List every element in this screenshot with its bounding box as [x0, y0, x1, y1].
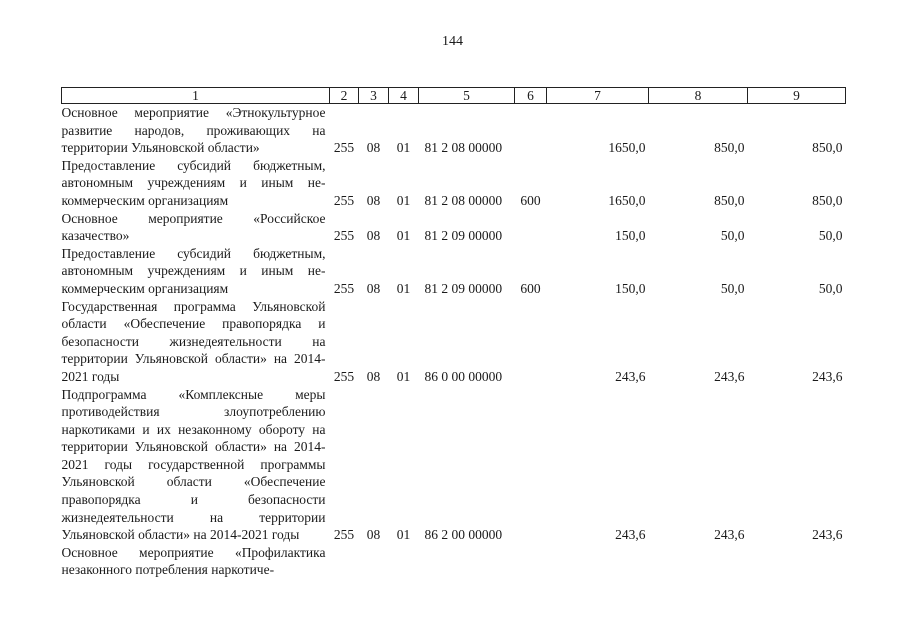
cell-section — [359, 544, 389, 579]
cell-amount-7: 1650,0 — [608, 140, 646, 156]
cell-subsection: 01 — [396, 368, 411, 384]
cell-target-article — [419, 544, 515, 579]
column-header-8: 8 — [649, 88, 748, 104]
row-description: Государственная программа Ульяновской области «Обеспечение правопорядка и безопасности жизнедеятельности на территории Ульяновской области» на 2014-2021 годы — [61, 298, 326, 384]
row-description: Подпрограмма «Комплексные меры противодействия злоупотреблению наркотиками и их незаконному обороту на территории Ульяновской области» на 2014-2021 годы государственной программы Ульяновской области «Обеспечение правопорядка и безопасности жизнедеятельности на территории Ульяновской области» на 2014-2021 годы — [61, 386, 326, 543]
cell-expense-type — [515, 544, 547, 579]
row-description: Предоставление субсидий бюджетным, автономным учреждениям и иным некоммерческим организациям — [61, 157, 326, 208]
cell-subsection: 01 — [396, 280, 411, 296]
column-header-4: 4 — [389, 88, 419, 104]
cell-ministry-code: 255 — [333, 527, 355, 543]
cell-amount-8: 243,6 — [714, 368, 745, 384]
row-description: Предоставление субсидий бюджетным, автономным учреждениям и иным некоммерческим организациям — [61, 245, 326, 296]
cell-ministry-code: 255 — [333, 140, 355, 156]
table-header — [62, 88, 846, 104]
cell-amount-9: 50,0 — [818, 280, 843, 296]
table-row — [62, 298, 846, 386]
cell-expense-type — [515, 386, 547, 544]
cell-ministry-code: 255 — [333, 192, 355, 208]
cell-amount-9: 50,0 — [818, 228, 843, 244]
cell-target-article: 81 2 08 00000 — [424, 140, 503, 156]
cell-subsection: 01 — [396, 140, 411, 156]
cell-amount-8: 850,0 — [714, 192, 745, 208]
table-row — [62, 245, 846, 298]
row-description: Основное мероприятие «Профилактика незаконного потребления наркотиче- — [61, 544, 326, 578]
cell-amount-7: 150,0 — [615, 228, 646, 244]
table-row — [62, 544, 846, 579]
cell-subsection: 01 — [396, 527, 411, 543]
cell-section: 08 — [366, 280, 381, 296]
cell-amount-8 — [649, 544, 748, 579]
cell-amount-7 — [547, 544, 649, 579]
cell-section: 08 — [366, 527, 381, 543]
cell-amount-7: 243,6 — [615, 527, 646, 543]
cell-section: 08 — [366, 228, 381, 244]
cell-section: 08 — [366, 368, 381, 384]
cell-amount-9: 850,0 — [812, 192, 843, 208]
column-header-1: 1 — [62, 88, 330, 104]
table-row — [62, 104, 846, 157]
cell-amount-7: 150,0 — [615, 280, 646, 296]
cell-amount-8: 850,0 — [714, 140, 745, 156]
cell-expense-type — [515, 104, 547, 157]
cell-amount-8: 50,0 — [720, 228, 745, 244]
cell-ministry-code: 255 — [333, 368, 355, 384]
cell-ministry-code: 255 — [333, 228, 355, 244]
cell-subsection — [389, 544, 419, 579]
cell-section: 08 — [366, 192, 381, 208]
table-row — [62, 386, 846, 544]
cell-target-article: 81 2 09 00000 — [424, 280, 503, 296]
cell-expense-type — [515, 210, 547, 245]
cell-subsection: 01 — [396, 192, 411, 208]
row-description: Основное мероприятие «Этнокультурное развитие народов, проживающих на территории Ульяновской области» — [61, 105, 326, 156]
cell-ministry-code: 255 — [333, 280, 355, 296]
column-header-9: 9 — [748, 88, 846, 104]
cell-target-article: 86 2 00 00000 — [424, 527, 503, 543]
cell-amount-8: 50,0 — [720, 280, 745, 296]
table-body — [62, 104, 846, 580]
budget-table — [61, 87, 846, 579]
cell-expense-type: 600 — [520, 280, 541, 296]
cell-amount-7: 243,6 — [615, 368, 646, 384]
cell-target-article: 81 2 09 00000 — [424, 228, 503, 244]
cell-subsection: 01 — [396, 228, 411, 244]
cell-section: 08 — [366, 140, 381, 156]
cell-amount-7: 1650,0 — [608, 192, 646, 208]
column-header-5: 5 — [419, 88, 515, 104]
cell-amount-9: 243,6 — [812, 527, 843, 543]
cell-target-article: 81 2 08 00000 — [424, 192, 503, 208]
row-description: Основное мероприятие «Российское казачество» — [61, 210, 326, 244]
header-row — [62, 88, 846, 104]
table-row — [62, 210, 846, 245]
cell-target-article: 86 0 00 00000 — [424, 368, 503, 384]
column-header-7: 7 — [547, 88, 649, 104]
cell-ministry-code — [330, 544, 359, 579]
column-header-2: 2 — [330, 88, 359, 104]
page-number: 144 — [442, 34, 463, 49]
cell-amount-9: 243,6 — [812, 368, 843, 384]
cell-amount-8: 243,6 — [714, 527, 745, 543]
cell-expense-type: 600 — [520, 192, 541, 208]
cell-amount-9 — [748, 544, 846, 579]
cell-expense-type — [515, 298, 547, 386]
table-row — [62, 157, 846, 210]
column-header-6: 6 — [515, 88, 547, 104]
column-header-3: 3 — [359, 88, 389, 104]
cell-amount-9: 850,0 — [812, 140, 843, 156]
